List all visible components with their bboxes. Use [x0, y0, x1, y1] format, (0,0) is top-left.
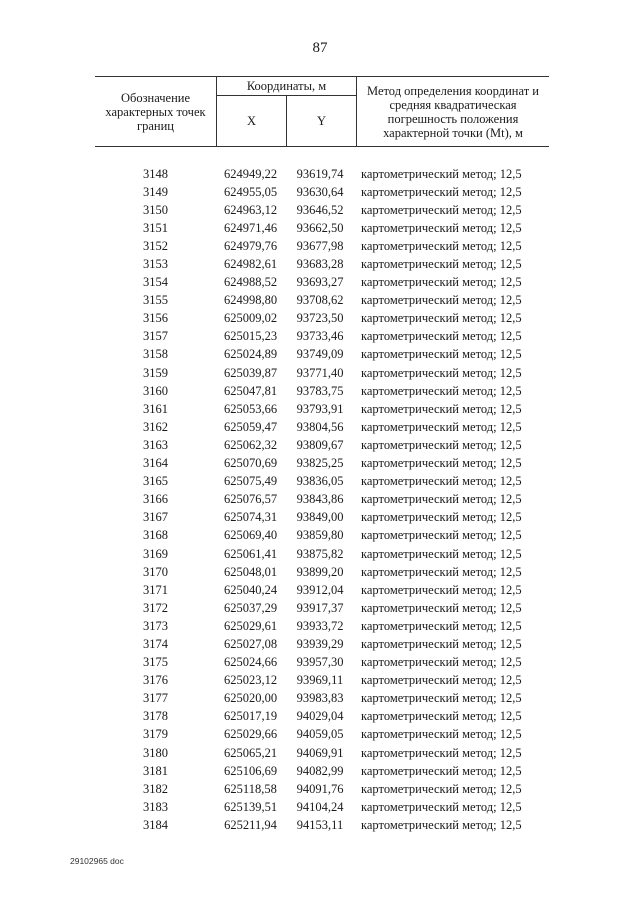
- method-cell: картометрический метод; 12,5: [361, 817, 522, 832]
- table-row: [95, 382, 547, 400]
- coord-x: 625027,08: [223, 636, 278, 651]
- coord-y: 93825,25: [296, 456, 344, 471]
- coord-x: 625047,81: [223, 383, 278, 398]
- method-cell: картометрический метод; 12,5: [361, 546, 522, 561]
- point-number: 3174: [143, 636, 168, 651]
- point-number: 3161: [143, 401, 168, 416]
- table-row: [95, 744, 547, 762]
- table-row: [95, 237, 547, 255]
- method-cell: картометрический метод; 12,5: [361, 184, 522, 199]
- table-header: [95, 76, 549, 147]
- method-cell: картометрический метод; 12,5: [361, 401, 522, 416]
- point-number: 3158: [143, 347, 168, 362]
- coord-y: 93933,72: [296, 618, 344, 633]
- table-row: [95, 654, 547, 672]
- table-row: [95, 455, 547, 473]
- coord-y: 93836,05: [296, 474, 344, 489]
- method-cell: картометрический метод; 12,5: [361, 474, 522, 489]
- method-cell: картометрический метод; 12,5: [361, 636, 522, 651]
- table-row: [95, 328, 547, 346]
- file-name-footer: 29102965 doc: [70, 856, 124, 866]
- coord-y: 94153,11: [296, 817, 344, 832]
- table-row: [95, 165, 547, 183]
- header-y: Y: [287, 96, 357, 147]
- point-number: 3149: [143, 184, 168, 199]
- point-number: 3162: [143, 419, 168, 434]
- method-cell: картометрический метод; 12,5: [361, 745, 522, 760]
- point-number: 3182: [143, 781, 168, 796]
- coord-y: 94029,04: [296, 709, 344, 724]
- coord-y: 93912,04: [296, 582, 344, 597]
- table-row: [95, 798, 547, 816]
- table-row: [95, 400, 547, 418]
- point-number: 3181: [143, 763, 168, 778]
- header-method: Метод определения координат и средняя квадратическая погрешность положения характерной точки (Mt), м: [357, 77, 550, 147]
- table-row: [95, 563, 547, 581]
- table-row: [95, 762, 547, 780]
- point-number: 3170: [143, 564, 168, 579]
- point-number: 3172: [143, 600, 168, 615]
- point-number: 3173: [143, 618, 168, 633]
- coord-y: 93693,27: [296, 275, 344, 290]
- coord-y: 93843,86: [296, 492, 344, 507]
- coord-x: 625015,23: [223, 329, 278, 344]
- coord-x: 625024,66: [223, 655, 278, 670]
- method-cell: картометрический метод; 12,5: [361, 275, 522, 290]
- coord-x: 624998,80: [223, 293, 278, 308]
- method-cell: картометрический метод; 12,5: [361, 763, 522, 778]
- table-row: [95, 219, 547, 237]
- table-row: [95, 509, 547, 527]
- table-row: [95, 726, 547, 744]
- method-cell: картометрический метод; 12,5: [361, 365, 522, 380]
- coord-x: 625106,69: [223, 763, 278, 778]
- coord-y: 93723,50: [296, 311, 344, 326]
- coord-x: 625039,87: [223, 365, 278, 380]
- point-number: 3180: [143, 745, 168, 760]
- method-cell: картометрический метод; 12,5: [361, 510, 522, 525]
- point-number: 3159: [143, 365, 168, 380]
- method-cell: картометрический метод; 12,5: [361, 600, 522, 615]
- point-number: 3152: [143, 238, 168, 253]
- coord-x: 625074,31: [223, 510, 278, 525]
- coord-y: 93677,98: [296, 238, 344, 253]
- coord-y: 94069,91: [296, 745, 344, 760]
- coord-y: 93646,52: [296, 202, 344, 217]
- point-number: 3163: [143, 437, 168, 452]
- coord-x: 624955,05: [223, 184, 278, 199]
- point-number: 3150: [143, 202, 168, 217]
- coord-x: 625139,51: [223, 799, 278, 814]
- coord-y: 93749,09: [296, 347, 344, 362]
- point-number: 3156: [143, 311, 168, 326]
- coord-x: 625053,66: [223, 401, 278, 416]
- point-number: 3164: [143, 456, 168, 471]
- table-row: [95, 635, 547, 653]
- coord-y: 93804,56: [296, 419, 344, 434]
- method-cell: картометрический метод; 12,5: [361, 564, 522, 579]
- point-number: 3179: [143, 727, 168, 742]
- coord-y: 94082,99: [296, 763, 344, 778]
- coord-x: 625029,61: [223, 618, 278, 633]
- coord-x: 625017,19: [223, 709, 278, 724]
- coord-y: 93619,74: [296, 166, 344, 181]
- coord-y: 94091,76: [296, 781, 344, 796]
- table-row: [95, 617, 547, 635]
- coord-y: 93957,30: [296, 655, 344, 670]
- coord-x: 625075,49: [223, 474, 278, 489]
- header-coordinates: Координаты, м: [217, 77, 357, 96]
- coord-y: 93630,64: [296, 184, 344, 199]
- coord-y: 93683,28: [296, 257, 344, 272]
- table-row: [95, 816, 547, 834]
- page-number: 87: [312, 40, 328, 56]
- point-number: 3157: [143, 329, 168, 344]
- method-cell: картометрический метод; 12,5: [361, 166, 522, 181]
- point-number: 3184: [143, 817, 168, 832]
- method-cell: картометрический метод; 12,5: [361, 456, 522, 471]
- point-number: 3148: [143, 166, 168, 181]
- coord-x: 625076,57: [223, 492, 278, 507]
- coord-y: 93917,37: [296, 600, 344, 615]
- point-number: 3151: [143, 220, 168, 235]
- point-number: 3183: [143, 799, 168, 814]
- method-cell: картометрический метод; 12,5: [361, 727, 522, 742]
- method-cell: картометрический метод; 12,5: [361, 492, 522, 507]
- table-row: [95, 527, 547, 545]
- table-row: [95, 310, 547, 328]
- coord-x: 625211,94: [224, 817, 277, 832]
- coord-x: 624988,52: [223, 275, 278, 290]
- point-number: 3165: [143, 474, 168, 489]
- method-cell: картометрический метод; 12,5: [361, 419, 522, 434]
- header-x: X: [217, 96, 287, 147]
- method-cell: картометрический метод; 12,5: [361, 781, 522, 796]
- table-row: [95, 708, 547, 726]
- method-cell: картометрический метод; 12,5: [361, 383, 522, 398]
- coord-y: 93793,91: [296, 401, 344, 416]
- table-row: [95, 346, 547, 364]
- coord-x: 625065,21: [223, 745, 278, 760]
- table-row: [95, 201, 547, 219]
- method-cell: картометрический метод; 12,5: [361, 257, 522, 272]
- point-number: 3177: [143, 691, 168, 706]
- coord-x: 624971,46: [223, 220, 278, 235]
- coord-x: 624963,12: [223, 202, 278, 217]
- method-cell: картометрический метод; 12,5: [361, 238, 522, 253]
- point-number: 3167: [143, 510, 168, 525]
- method-cell: картометрический метод; 12,5: [361, 799, 522, 814]
- coord-y: 93809,67: [296, 437, 344, 452]
- coord-x: 624982,61: [223, 257, 278, 272]
- coord-x: 625037,29: [223, 600, 278, 615]
- header-designation: Обозначение характерных точек границ: [95, 77, 217, 147]
- coord-y: 93849,00: [296, 510, 344, 525]
- coord-y: 93939,29: [296, 636, 344, 651]
- point-number: 3154: [143, 275, 168, 290]
- method-cell: картометрический метод; 12,5: [361, 691, 522, 706]
- method-cell: картометрический метод; 12,5: [361, 311, 522, 326]
- method-cell: картометрический метод; 12,5: [361, 329, 522, 344]
- table-body: [95, 165, 547, 834]
- coord-x: 625040,24: [223, 582, 278, 597]
- table-row: [95, 364, 547, 382]
- point-number: 3178: [143, 709, 168, 724]
- table-row: [95, 183, 547, 201]
- point-number: 3176: [143, 673, 168, 688]
- coord-x: 625059,47: [223, 419, 278, 434]
- point-number: 3160: [143, 383, 168, 398]
- table-row: [95, 418, 547, 436]
- coord-x: 625070,69: [223, 456, 278, 471]
- point-number: 3168: [143, 528, 168, 543]
- coordinates-table: [95, 76, 547, 834]
- table-row: [95, 545, 547, 563]
- point-number: 3169: [143, 546, 168, 561]
- method-cell: картометрический метод; 12,5: [361, 618, 522, 633]
- method-cell: картометрический метод; 12,5: [361, 437, 522, 452]
- coord-x: 625023,12: [223, 673, 278, 688]
- coord-x: 625029,66: [223, 727, 278, 742]
- table-row: [95, 599, 547, 617]
- table-row: [95, 690, 547, 708]
- table-row: [95, 274, 547, 292]
- coord-y: 93662,50: [296, 220, 344, 235]
- coord-x: 625062,32: [223, 437, 278, 452]
- table-row: [95, 255, 547, 273]
- point-number: 3153: [143, 257, 168, 272]
- method-cell: картометрический метод; 12,5: [361, 528, 522, 543]
- coord-y: 93771,40: [296, 365, 344, 380]
- coord-x: 625024,89: [223, 347, 278, 362]
- coord-x: 625069,40: [223, 528, 278, 543]
- point-number: 3166: [143, 492, 168, 507]
- point-number: 3155: [143, 293, 168, 308]
- coord-y: 93783,75: [296, 383, 344, 398]
- coord-y: 93875,82: [296, 546, 344, 561]
- table-row: [95, 473, 547, 491]
- table-row: [95, 292, 547, 310]
- coord-x: 624949,22: [223, 166, 278, 181]
- point-number: 3171: [143, 582, 168, 597]
- method-cell: картометрический метод; 12,5: [361, 220, 522, 235]
- method-cell: картометрический метод; 12,5: [361, 582, 522, 597]
- coord-x: 625048,01: [223, 564, 278, 579]
- coord-y: 93899,20: [296, 564, 344, 579]
- coord-y: 93708,62: [296, 293, 344, 308]
- table-row: [95, 780, 547, 798]
- method-cell: картометрический метод; 12,5: [361, 347, 522, 362]
- method-cell: картометрический метод; 12,5: [361, 655, 522, 670]
- method-cell: картометрический метод; 12,5: [361, 673, 522, 688]
- method-cell: картометрический метод; 12,5: [361, 202, 522, 217]
- coord-y: 93733,46: [296, 329, 344, 344]
- method-cell: картометрический метод; 12,5: [361, 293, 522, 308]
- table-row: [95, 581, 547, 599]
- coord-x: 625020,00: [223, 691, 278, 706]
- coord-y: 94104,24: [296, 799, 344, 814]
- coord-y: 93983,83: [296, 691, 344, 706]
- coord-x: 625061,41: [223, 546, 278, 561]
- coord-y: 93969,11: [296, 673, 344, 688]
- method-cell: картометрический метод; 12,5: [361, 709, 522, 724]
- table-row: [95, 672, 547, 690]
- coord-x: 625009,02: [223, 311, 278, 326]
- table-row: [95, 491, 547, 509]
- coord-x: 625118,58: [224, 781, 277, 796]
- coord-y: 94059,05: [296, 727, 344, 742]
- table-row: [95, 436, 547, 454]
- coord-y: 93859,80: [296, 528, 344, 543]
- point-number: 3175: [143, 655, 168, 670]
- coord-x: 624979,76: [223, 238, 278, 253]
